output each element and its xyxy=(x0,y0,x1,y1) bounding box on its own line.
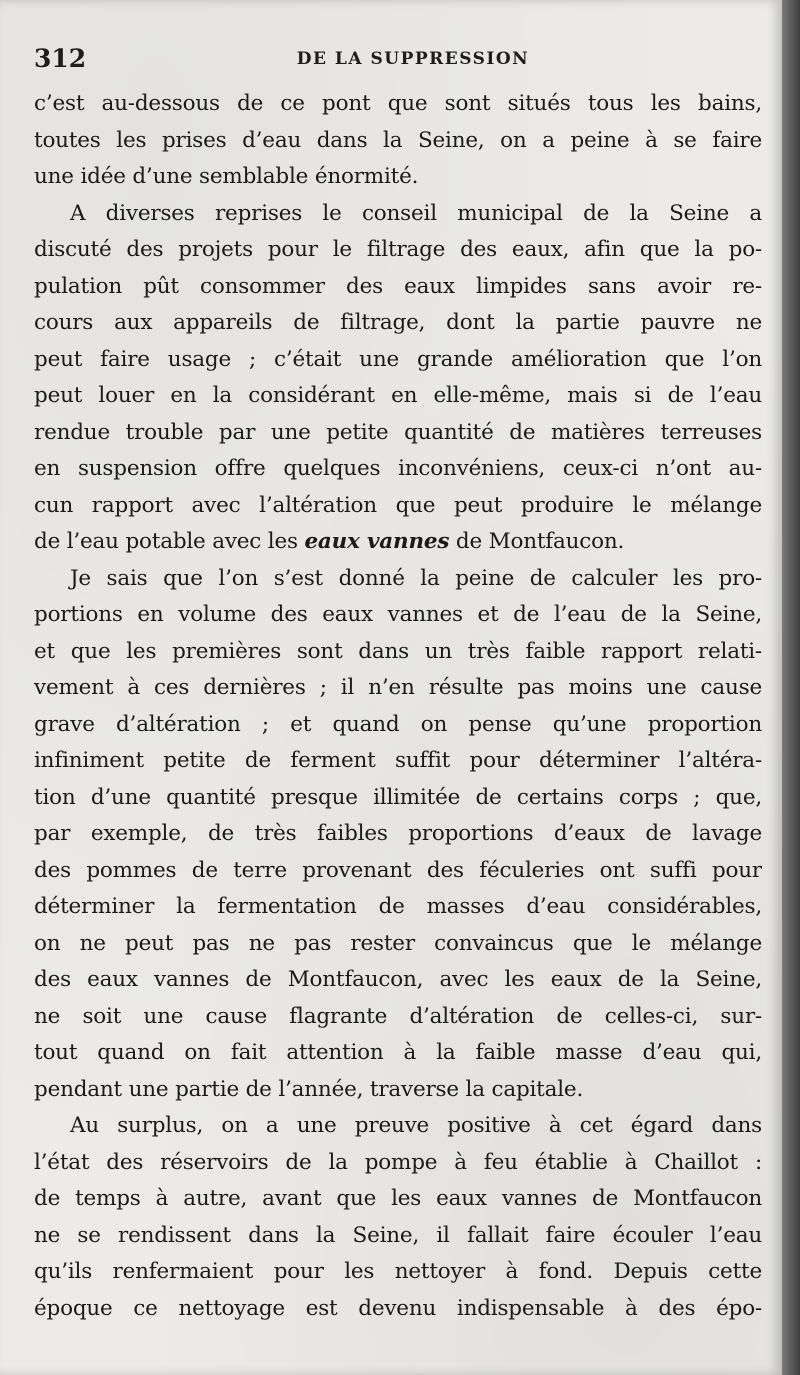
text-line: qu’ils renfermaient pour les nettoyer à fond. Depuis cette xyxy=(34,1259,762,1284)
text-line: pendant une partie de l’année, traverse la capitale. xyxy=(34,1076,584,1102)
text-line: peut faire usage ; c’était une grande amélioration que l’on xyxy=(34,346,762,372)
text-line: cun rapport avec l’altération que peut produire le mélange xyxy=(34,492,762,518)
text-line: déterminer la fermentation de masses d’eau considérables, xyxy=(34,894,762,919)
text-line: une idée d’une semblable énormité. xyxy=(34,164,419,189)
text-line: époque ce nettoyage est devenu indispensable à des épo- xyxy=(34,1295,762,1321)
text-line: de temps à autre, avant que les eaux vannes de Montfaucon xyxy=(34,1186,762,1211)
text-line xyxy=(34,524,762,561)
page-number: 312 xyxy=(34,44,87,73)
text-line: des pommes de terre provenant des féculeries ont suffi pour xyxy=(34,857,762,883)
text-line: toutes les prises d’eau dans la Seine, on a peine à se faire xyxy=(34,127,762,153)
text-line: et que les premières sont dans un très faible rapport relati- xyxy=(34,638,762,664)
text-line: tion d’une quantité presque illimitée de certains corps ; que, xyxy=(34,784,762,810)
italic-phrase: eaux vannes xyxy=(304,529,450,554)
text-line: par exemple, de très faibles proportions d’eaux de lavage xyxy=(34,821,762,846)
text-line: infiniment petite de ferment suffit pour déterminer l’altéra- xyxy=(34,748,762,773)
running-head: DE LA SUPPRESSION xyxy=(296,49,530,69)
text-line: l’état des réservoirs de la pompe à feu établie à Chaillot : xyxy=(34,1149,762,1175)
text-line: vement à ces dernières ; il n’en résulte pas moins une cause xyxy=(34,675,762,700)
paragraph-start-line: Au surplus, on a une preuve positive à cet égard dans xyxy=(70,1113,762,1138)
text-line: c’est au-dessous de ce pont que sont situés tous les bains, xyxy=(34,91,762,116)
text-line: tout quand on fait attention à la faible masse d’eau qui, xyxy=(34,1040,762,1065)
text-line: ne se rendissent dans la Seine, il fallait faire écouler l’eau xyxy=(34,1222,762,1248)
text-line: rendue trouble par une petite quantité de matières terreuses xyxy=(34,419,762,445)
text-line: on ne peut pas ne pas rester convaincus que le mélange xyxy=(34,930,762,956)
text-line: pulation pût consommer des eaux limpides sans avoir re- xyxy=(34,273,762,299)
page-edge-shadow xyxy=(782,0,800,1375)
paragraph-start-line: Je sais que l’on s’est donné la peine de calculer les pro- xyxy=(70,565,762,591)
line-text-after-italic: de Montfaucon. xyxy=(449,529,625,554)
text-line: peut louer en la considérant en elle-même, mais si de l’eau xyxy=(34,383,762,408)
line-text-before-italic: de l’eau potable avec les xyxy=(34,529,305,554)
body-text xyxy=(34,86,762,1327)
text-line: cours aux appareils de filtrage, dont la partie pauvre ne xyxy=(34,310,762,335)
text-line: en suspension offre quelques inconvéniens, ceux-ci n’ont au- xyxy=(34,456,762,481)
text-line: grave d’altération ; et quand on pense qu’une proportion xyxy=(34,711,762,737)
text-line: des eaux vannes de Montfaucon, avec les eaux de la Seine, xyxy=(34,967,762,992)
page-header xyxy=(34,44,762,78)
paragraph-start-line: A diverses reprises le conseil municipal de la Seine a xyxy=(70,200,762,226)
text-line: ne soit une cause flagrante d’altération de celles-ci, sur- xyxy=(34,1003,762,1029)
text-line: discuté des projets pour le filtrage des eaux, afin que la po- xyxy=(34,237,762,262)
text-line: portions en volume des eaux vannes et de l’eau de la Seine, xyxy=(34,602,762,627)
